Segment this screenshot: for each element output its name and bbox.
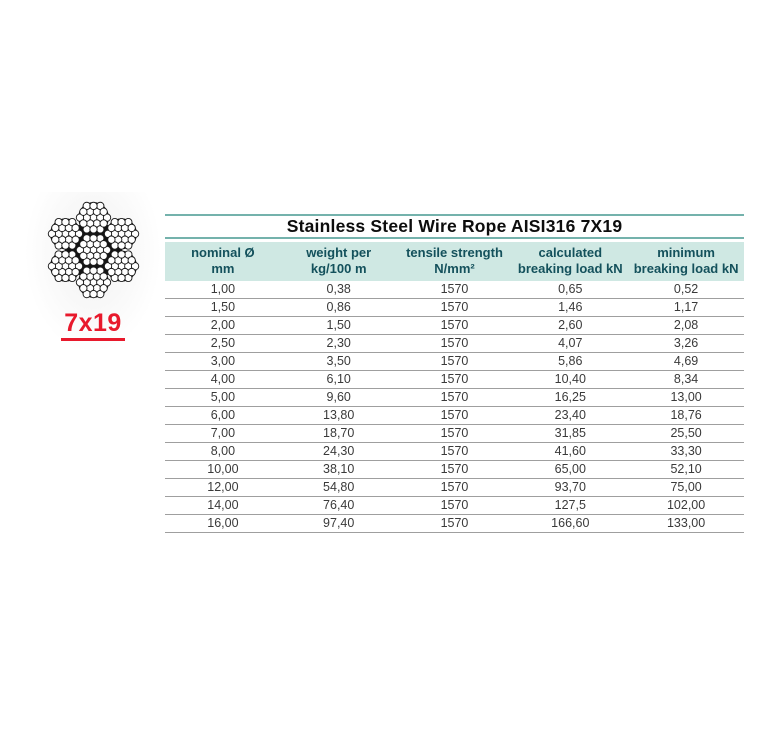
- column-header-line1: nominal Ø: [191, 245, 255, 260]
- table-cell: 1570: [397, 353, 513, 371]
- table-cell: 4,69: [628, 353, 744, 371]
- column-header-line1: minimum: [657, 245, 715, 260]
- table-cell: 5,00: [165, 389, 281, 407]
- table-cell: 133,00: [628, 515, 744, 533]
- table-body: [165, 281, 744, 533]
- table-cell: 76,40: [281, 497, 397, 515]
- table-cell: 1570: [397, 371, 513, 389]
- table-cell: 3,50: [281, 353, 397, 371]
- spec-table: [165, 242, 744, 533]
- table-cell: 2,30: [281, 335, 397, 353]
- table-cell: 2,08: [628, 317, 744, 335]
- table-cell: 13,80: [281, 407, 397, 425]
- table-cell: 4,07: [512, 335, 628, 353]
- wire-rope-cross-section-diagram: [46, 198, 141, 302]
- column-header-weight: [281, 242, 397, 281]
- table-cell: 25,50: [628, 425, 744, 443]
- table-cell: 1570: [397, 461, 513, 479]
- title-block: [165, 214, 744, 239]
- column-header-line1: calculated: [538, 245, 603, 260]
- table-header-row: [165, 242, 744, 281]
- table-row: [165, 407, 744, 425]
- table-row: [165, 299, 744, 317]
- table-cell: 1570: [397, 335, 513, 353]
- table-cell: 102,00: [628, 497, 744, 515]
- table-cell: 1570: [397, 515, 513, 533]
- column-header-line2: kg/100 m: [310, 261, 367, 276]
- column-header-nominal-diameter: [165, 242, 281, 281]
- table-cell: 12,00: [165, 479, 281, 497]
- table-cell: 0,52: [628, 281, 744, 299]
- table-row: [165, 389, 744, 407]
- table-cell: 8,00: [165, 443, 281, 461]
- spec-datasheet: [165, 206, 744, 533]
- table-row: [165, 353, 744, 371]
- table-title: Stainless Steel Wire Rope AISI316 7X19: [286, 216, 623, 236]
- table-cell: 1570: [397, 497, 513, 515]
- table-row: [165, 497, 744, 515]
- table-cell: 75,00: [628, 479, 744, 497]
- table-cell: 93,70: [512, 479, 628, 497]
- table-cell: 4,00: [165, 371, 281, 389]
- table-cell: 41,60: [512, 443, 628, 461]
- table-cell: 6,10: [281, 371, 397, 389]
- table-cell: 13,00: [628, 389, 744, 407]
- table-cell: 8,34: [628, 371, 744, 389]
- table-row: [165, 443, 744, 461]
- table-cell: 24,30: [281, 443, 397, 461]
- table-cell: 52,10: [628, 461, 744, 479]
- table-row: [165, 335, 744, 353]
- table-row: [165, 479, 744, 497]
- table-cell: 3,26: [628, 335, 744, 353]
- table-cell: 127,5: [512, 497, 628, 515]
- table-cell: 23,40: [512, 407, 628, 425]
- table-cell: 1570: [397, 281, 513, 299]
- table-cell: 1570: [397, 407, 513, 425]
- table-cell: 38,10: [281, 461, 397, 479]
- table-cell: 7,00: [165, 425, 281, 443]
- column-header-line1: weight per: [306, 245, 372, 260]
- table-row: [165, 515, 744, 533]
- table-cell: 0,38: [281, 281, 397, 299]
- column-header-line2: breaking load kN: [517, 261, 623, 276]
- table-cell: 16,00: [165, 515, 281, 533]
- table-cell: 1570: [397, 443, 513, 461]
- table-cell: 1,46: [512, 299, 628, 317]
- wire-rope-figure: [26, 192, 160, 351]
- table-cell: 5,86: [512, 353, 628, 371]
- table-cell: 54,80: [281, 479, 397, 497]
- table-cell: 166,60: [512, 515, 628, 533]
- table-cell: 1570: [397, 299, 513, 317]
- table-row: [165, 317, 744, 335]
- table-cell: 1,50: [165, 299, 281, 317]
- rope-construction-label: 7x19: [61, 311, 125, 341]
- table-cell: 1570: [397, 389, 513, 407]
- column-header-line1: tensile strength: [406, 245, 503, 260]
- column-header-calculated-breaking-load: [512, 242, 628, 281]
- table-row: [165, 425, 744, 443]
- table-cell: 16,25: [512, 389, 628, 407]
- table-cell: 6,00: [165, 407, 281, 425]
- table-row: [165, 461, 744, 479]
- rope-caption: [26, 311, 160, 341]
- table-cell: 0,86: [281, 299, 397, 317]
- table-cell: 2,50: [165, 335, 281, 353]
- table-cell: 1570: [397, 425, 513, 443]
- table-cell: 1570: [397, 479, 513, 497]
- table-cell: 1,50: [281, 317, 397, 335]
- table-cell: 0,65: [512, 281, 628, 299]
- table-cell: 18,76: [628, 407, 744, 425]
- table-cell: 2,60: [512, 317, 628, 335]
- table-cell: 1,17: [628, 299, 744, 317]
- column-header-minimum-breaking-load: [628, 242, 744, 281]
- table-cell: 1,00: [165, 281, 281, 299]
- table-cell: 18,70: [281, 425, 397, 443]
- table-cell: 97,40: [281, 515, 397, 533]
- table-cell: 10,00: [165, 461, 281, 479]
- column-header-tensile-strength: [397, 242, 513, 281]
- column-header-line2: mm: [211, 261, 235, 276]
- table-row: [165, 281, 744, 299]
- table-cell: 14,00: [165, 497, 281, 515]
- column-header-line2: breaking load kN: [633, 261, 739, 276]
- table-cell: 9,60: [281, 389, 397, 407]
- table-cell: 3,00: [165, 353, 281, 371]
- table-cell: 1570: [397, 317, 513, 335]
- column-header-line2: N/mm²: [434, 261, 475, 276]
- table-cell: 31,85: [512, 425, 628, 443]
- table-cell: 2,00: [165, 317, 281, 335]
- table-cell: 33,30: [628, 443, 744, 461]
- table-row: [165, 371, 744, 389]
- table-cell: 10,40: [512, 371, 628, 389]
- table-cell: 65,00: [512, 461, 628, 479]
- table-header: [165, 242, 744, 281]
